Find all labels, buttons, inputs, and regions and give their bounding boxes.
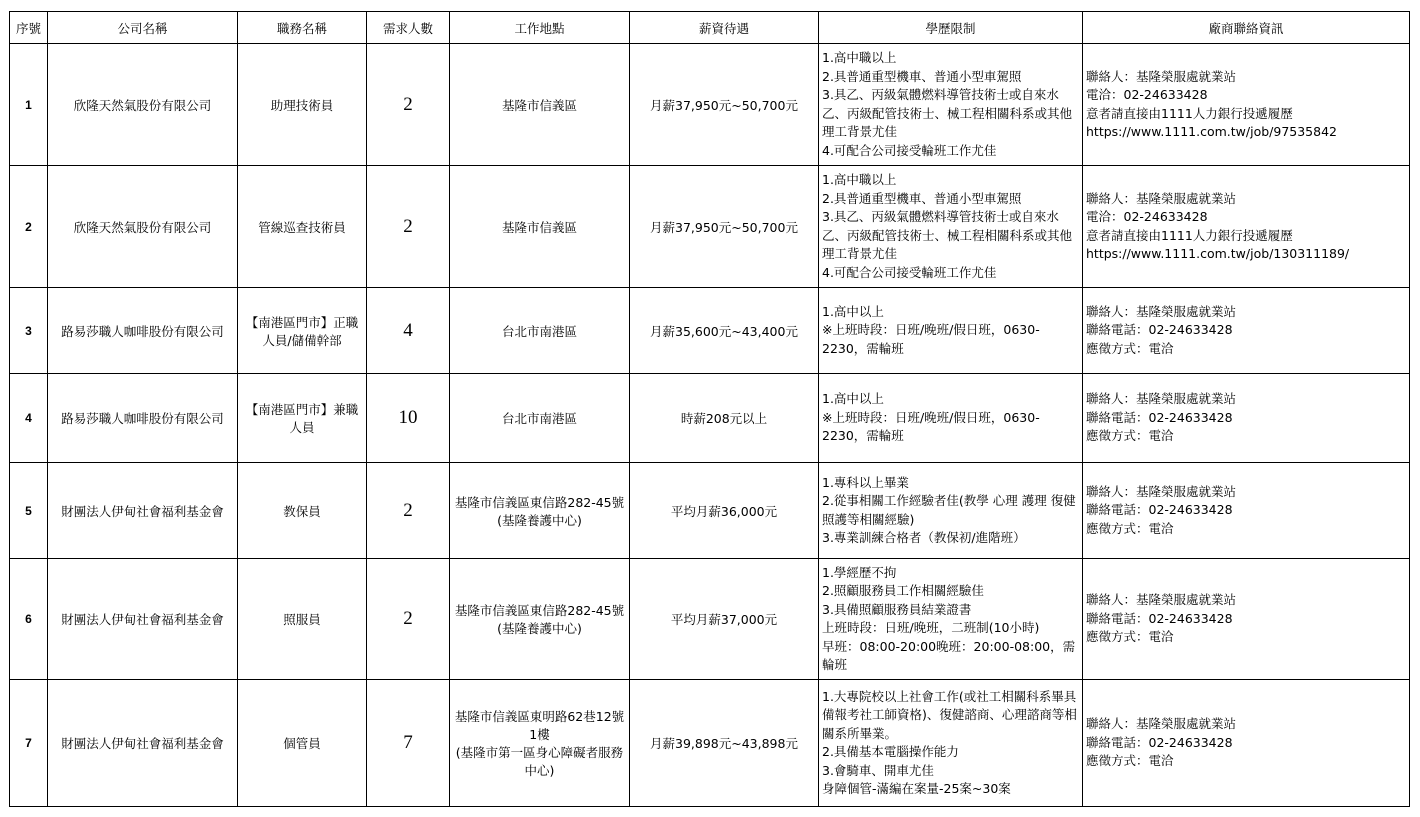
contact-info: 聯絡人：基隆榮服處就業站 聯絡電話：02-24633428 應徵方式：電洽	[1083, 374, 1410, 463]
header-contact: 廠商聯絡資訊	[1083, 12, 1410, 44]
job-title: 【南港區門市】兼職人員	[238, 374, 367, 463]
contact-info: 聯絡人：基隆榮服處就業站 電洽：02-24633428 意者請直接由1111人力銀行投遞履歷 https://www.1111.com.tw/job/97535842	[1083, 44, 1410, 166]
header-count: 需求人數	[367, 12, 450, 44]
table-header-row	[10, 12, 1410, 44]
job-title: 照服員	[238, 559, 367, 680]
headcount: 10	[367, 374, 450, 463]
job-title: 助理技術員	[238, 44, 367, 166]
work-location: 基隆市信義區東信路282-45號 (基隆養護中心)	[450, 463, 630, 559]
row-no: 1	[10, 44, 48, 166]
work-location: 台北市南港區	[450, 288, 630, 374]
company-name: 欣隆天然氣股份有限公司	[48, 166, 238, 288]
row-no: 5	[10, 463, 48, 559]
row-no: 6	[10, 559, 48, 680]
salary: 月薪37,950元~50,700元	[630, 44, 819, 166]
table-row	[10, 463, 1410, 559]
job-title: 【南港區門市】正職人員/儲備幹部	[238, 288, 367, 374]
header-location: 工作地點	[450, 12, 630, 44]
education-requirements: 1.高中職以上 2.具普通重型機車、普通小型車駕照 3.具乙、丙級氣體燃料導管技術士或自來水乙、丙級配管技術士、械工程相關科系或其他理工背景尤佳 4.可配合公司接受輪班工作尤佳	[819, 44, 1083, 166]
contact-info: 聯絡人：基隆榮服處就業站 聯絡電話：02-24633428 應徵方式：電洽	[1083, 559, 1410, 680]
row-no: 3	[10, 288, 48, 374]
table-row	[10, 166, 1410, 288]
headcount: 7	[367, 680, 450, 807]
header-title: 職務名稱	[238, 12, 367, 44]
education-requirements: 1.學經歷不拘 2.照顧服務員工作相關經驗佳 3.具備照顧服務員結業證書 上班時段：日班/晚班，二班制(10小時) 早班：08:00-20:00晚班：20:00-08:00，需輪班	[819, 559, 1083, 680]
company-name: 財團法人伊甸社會福利基金會	[48, 559, 238, 680]
company-name: 財團法人伊甸社會福利基金會	[48, 463, 238, 559]
headcount: 2	[367, 463, 450, 559]
header-no: 序號	[10, 12, 48, 44]
education-requirements: 1.高中以上 ※上班時段：日班/晚班/假日班，0630-2230，需輪班	[819, 374, 1083, 463]
header-company: 公司名稱	[48, 12, 238, 44]
work-location: 基隆市信義區	[450, 166, 630, 288]
table-row	[10, 288, 1410, 374]
company-name: 路易莎職人咖啡股份有限公司	[48, 374, 238, 463]
work-location: 台北市南港區	[450, 374, 630, 463]
contact-info: 聯絡人：基隆榮服處就業站 聯絡電話：02-24633428 應徵方式：電洽	[1083, 680, 1410, 807]
salary: 平均月薪36,000元	[630, 463, 819, 559]
job-title: 管線巡查技術員	[238, 166, 367, 288]
contact-info: 聯絡人：基隆榮服處就業站 聯絡電話：02-24633428 應徵方式：電洽	[1083, 463, 1410, 559]
job-title: 教保員	[238, 463, 367, 559]
table-row	[10, 680, 1410, 807]
company-name: 財團法人伊甸社會福利基金會	[48, 680, 238, 807]
salary: 時薪208元以上	[630, 374, 819, 463]
row-no: 7	[10, 680, 48, 807]
job-listing-table	[9, 11, 1410, 807]
header-education: 學歷限制	[819, 12, 1083, 44]
row-no: 4	[10, 374, 48, 463]
salary: 月薪35,600元~43,400元	[630, 288, 819, 374]
salary: 月薪37,950元~50,700元	[630, 166, 819, 288]
company-name: 欣隆天然氣股份有限公司	[48, 44, 238, 166]
education-requirements: 1.大專院校以上社會工作(或社工相關科系畢具備報考社工師資格)、復健諮商、心理諮商等相關系所畢業。 2.具備基本電腦操作能力 3.會騎車、開車尤佳 身障個管-滿編在案量-25案~30案	[819, 680, 1083, 807]
work-location: 基隆市信義區東信路282-45號 (基隆養護中心)	[450, 559, 630, 680]
table-row	[10, 559, 1410, 680]
salary: 平均月薪37,000元	[630, 559, 819, 680]
contact-info: 聯絡人：基隆榮服處就業站 聯絡電話：02-24633428 應徵方式：電洽	[1083, 288, 1410, 374]
row-no: 2	[10, 166, 48, 288]
work-location: 基隆市信義區東明路62巷12號1樓 (基隆市第一區身心障礙者服務中心)	[450, 680, 630, 807]
education-requirements: 1.高中職以上 2.具普通重型機車、普通小型車駕照 3.具乙、丙級氣體燃料導管技術士或自來水乙、丙級配管技術士、械工程相關科系或其他理工背景尤佳 4.可配合公司接受輪班工作尤佳	[819, 166, 1083, 288]
headcount: 2	[367, 166, 450, 288]
company-name: 路易莎職人咖啡股份有限公司	[48, 288, 238, 374]
headcount: 2	[367, 559, 450, 680]
salary: 月薪39,898元~43,898元	[630, 680, 819, 807]
table-row	[10, 44, 1410, 166]
work-location: 基隆市信義區	[450, 44, 630, 166]
education-requirements: 1.高中以上 ※上班時段：日班/晚班/假日班，0630-2230，需輪班	[819, 288, 1083, 374]
header-salary: 薪資待遇	[630, 12, 819, 44]
job-title: 個管員	[238, 680, 367, 807]
headcount: 2	[367, 44, 450, 166]
table-row	[10, 374, 1410, 463]
education-requirements: 1.專科以上畢業 2.從事相關工作經驗者佳(教學 心理 護理 復健 照護等相關經驗) 3.專業訓練合格者（教保初/進階班）	[819, 463, 1083, 559]
headcount: 4	[367, 288, 450, 374]
contact-info: 聯絡人：基隆榮服處就業站 電洽：02-24633428 意者請直接由1111人力銀行投遞履歷 https://www.1111.com.tw/job/130311189/	[1083, 166, 1410, 288]
